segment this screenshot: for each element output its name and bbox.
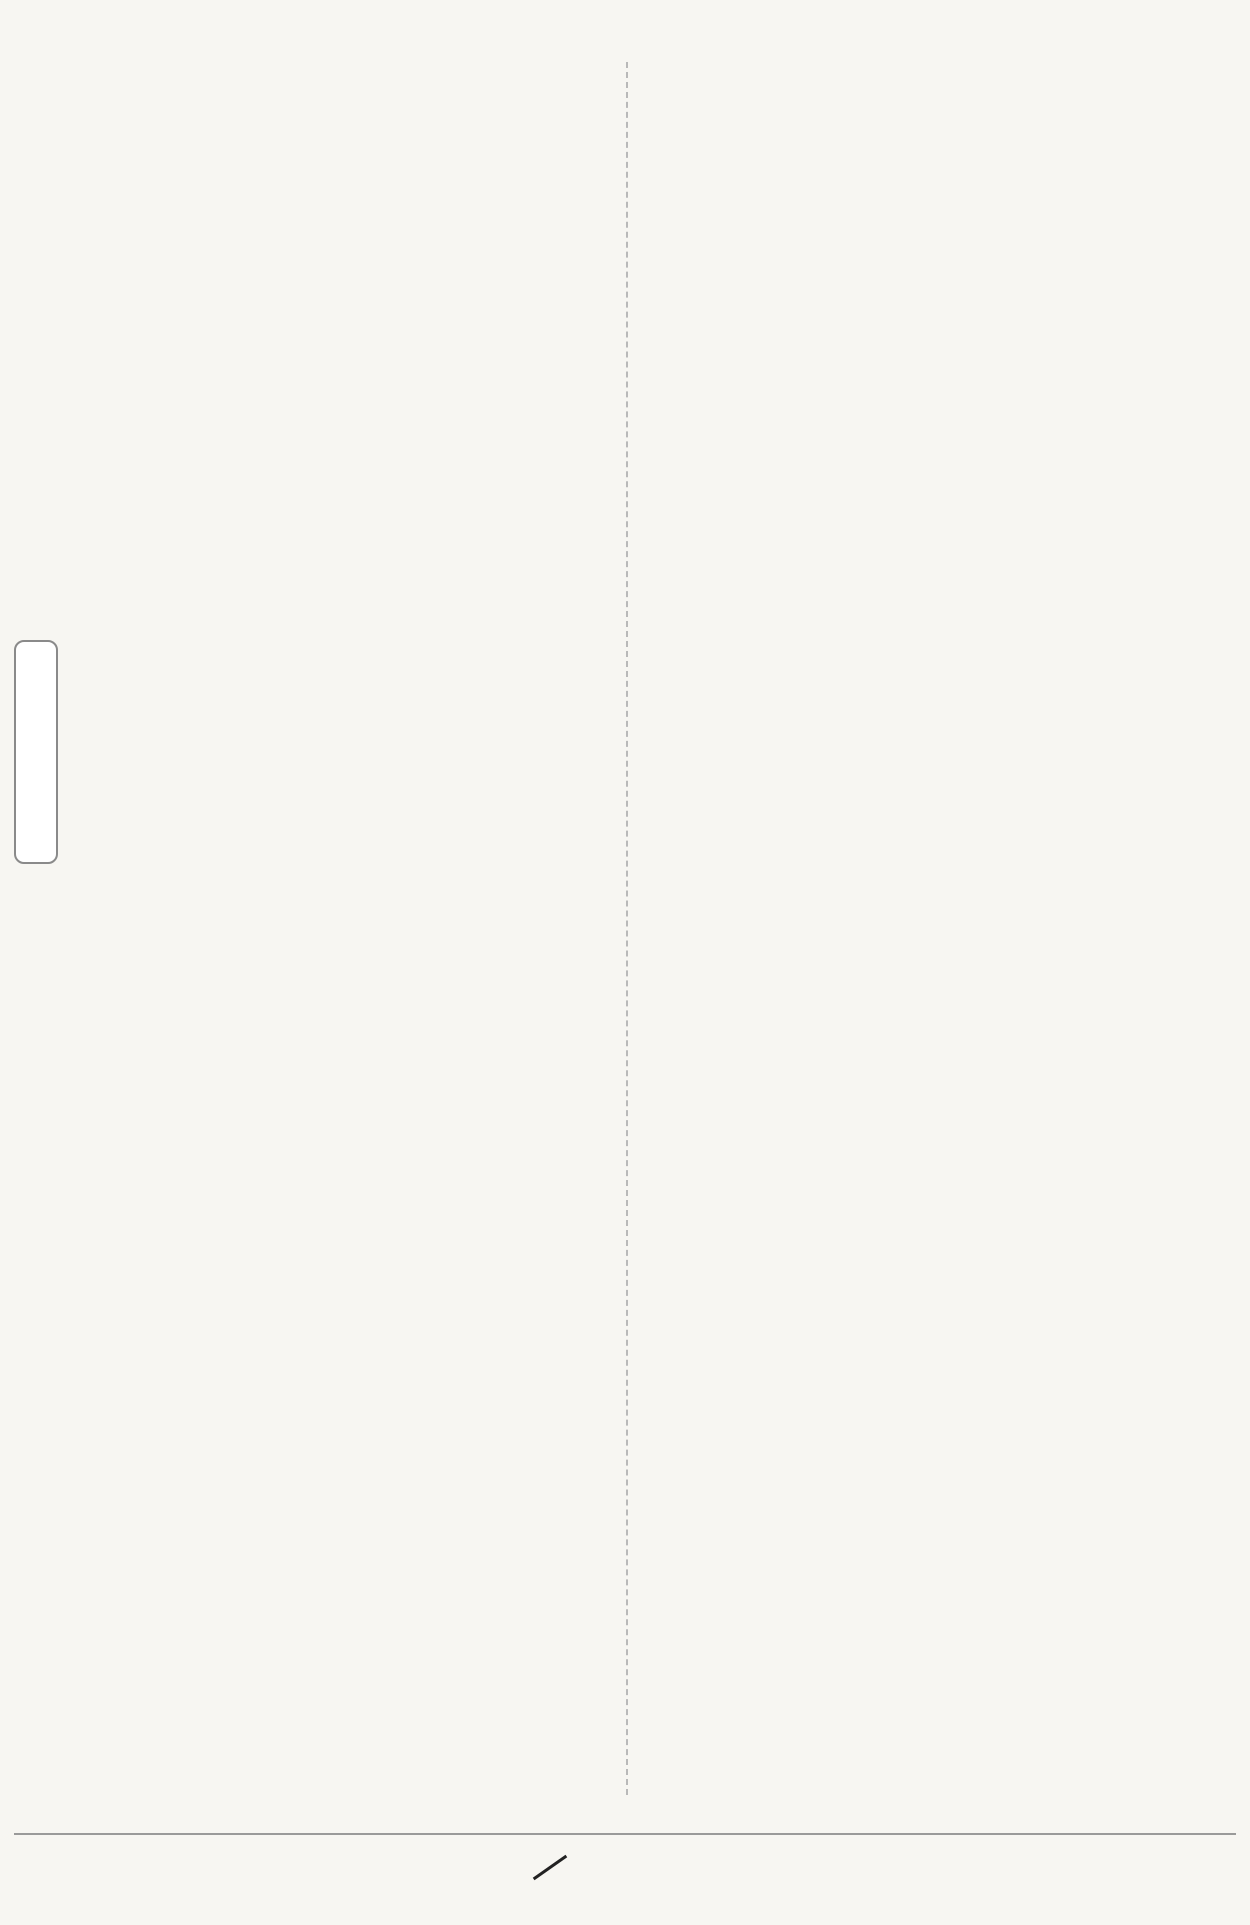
left-column [74, 68, 614, 1795]
column-divider [626, 62, 628, 1795]
footer-slash-mark [533, 1854, 567, 1879]
page-footer [14, 1833, 1236, 1899]
section-tab-label [14, 640, 58, 864]
right-column [640, 68, 1180, 1795]
section-side-tab [14, 640, 58, 984]
